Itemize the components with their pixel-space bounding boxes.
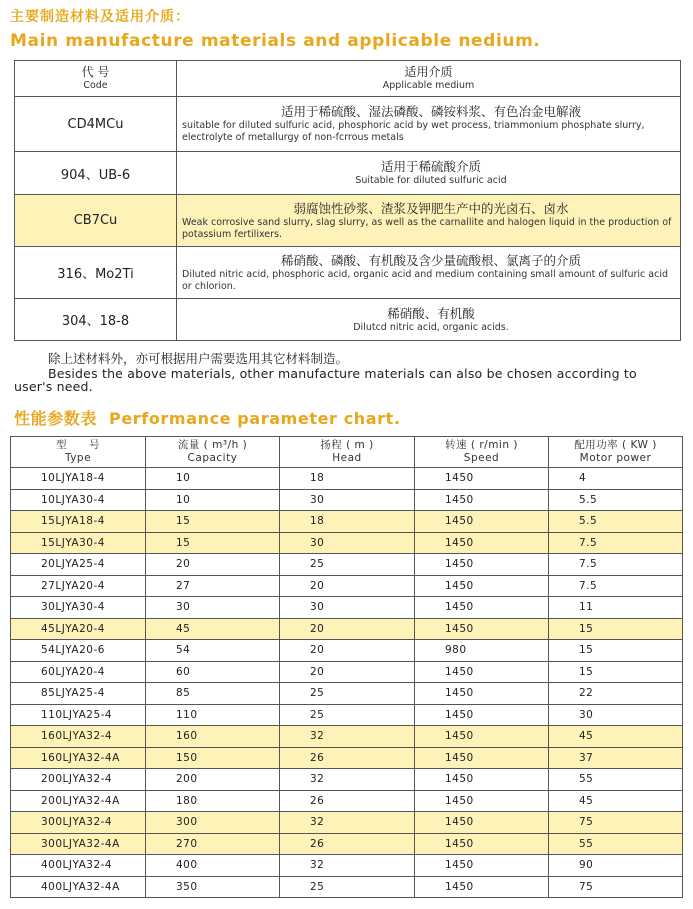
material-code: 904、UB-6 <box>15 152 177 195</box>
table-row <box>11 833 683 855</box>
capacity-cell: 20 <box>146 554 280 576</box>
power-cell: 15 <box>549 618 683 640</box>
head-cell: 26 <box>280 833 415 855</box>
performance-table <box>10 436 683 898</box>
type-cell: 60LJYA20-4 <box>11 661 146 683</box>
table-row <box>11 489 683 511</box>
power-cell: 15 <box>549 661 683 683</box>
speed-header-en: Speed <box>463 452 500 464</box>
capacity-cell: 10 <box>146 468 280 490</box>
power-cell: 7.5 <box>549 532 683 554</box>
power-cell: 22 <box>549 683 683 705</box>
capacity-cell: 300 <box>146 812 280 834</box>
medium-en: Suitable for diluted sulfuric acid <box>355 175 507 186</box>
performance-table-body <box>11 437 683 898</box>
head-cell: 25 <box>280 683 415 705</box>
head-cell: 20 <box>280 575 415 597</box>
table-row <box>11 640 683 662</box>
head-header <box>280 437 415 468</box>
type-cell: 160LJYA32-4A <box>11 747 146 769</box>
medium-zh: 稀硝酸、有机酸 <box>387 305 475 321</box>
note-en: Besides the above materials, other manufacture materials can also be chosen according to user's need. <box>14 366 637 394</box>
head-cell: 26 <box>280 747 415 769</box>
table-row <box>11 554 683 576</box>
material-row <box>15 247 681 299</box>
speed-cell: 1450 <box>415 554 549 576</box>
power-cell: 45 <box>549 726 683 748</box>
medium-zh: 适用于稀硫酸、湿法磷酸、磷铵料浆、有色冶金电解液 <box>280 104 581 119</box>
head-cell: 20 <box>280 640 415 662</box>
table-row <box>11 468 683 490</box>
type-cell: 27LJYA20-4 <box>11 575 146 597</box>
type-cell: 200LJYA32-4A <box>11 790 146 812</box>
power-header <box>549 437 683 468</box>
head-header-zh: 扬程 ( m ) <box>320 439 374 451</box>
speed-cell: 1450 <box>415 855 549 877</box>
materials-heading-en: Main manufacture materials and applicable nedium. <box>10 31 541 51</box>
capacity-cell: 400 <box>146 855 280 877</box>
medium-zh: 适用于稀硫酸介质 <box>380 159 481 174</box>
material-medium <box>177 97 681 152</box>
medium-en: Weak corrosive sand slurry, slag slurry, as well as the carnallite and halogen liquid in the production of potassium fertilixers. <box>182 216 672 240</box>
type-cell: 110LJYA25-4 <box>11 704 146 726</box>
table-row <box>11 704 683 726</box>
power-cell: 45 <box>549 790 683 812</box>
perf-heading <box>14 406 401 429</box>
speed-cell: 1450 <box>415 532 549 554</box>
speed-cell: 1450 <box>415 618 549 640</box>
materials-table <box>14 60 681 341</box>
material-row <box>15 97 681 152</box>
perf-header-row <box>11 437 683 468</box>
code-header-zh: 代 号 <box>81 65 110 79</box>
type-cell: 30LJYA30-4 <box>11 597 146 619</box>
table-row <box>11 812 683 834</box>
speed-cell: 980 <box>415 640 549 662</box>
type-cell: 300LJYA32-4A <box>11 833 146 855</box>
head-cell: 32 <box>280 855 415 877</box>
power-cell: 90 <box>549 855 683 877</box>
table-row <box>11 769 683 791</box>
head-cell: 30 <box>280 597 415 619</box>
code-header-en: Code <box>83 80 108 91</box>
material-code: CB7Cu <box>15 195 177 247</box>
capacity-cell: 10 <box>146 489 280 511</box>
power-cell: 7.5 <box>549 575 683 597</box>
head-header-en: Head <box>332 452 362 464</box>
type-cell: 45LJYA20-4 <box>11 618 146 640</box>
table-row <box>11 790 683 812</box>
capacity-cell: 350 <box>146 876 280 898</box>
type-cell: 400LJYA32-4A <box>11 876 146 898</box>
capacity-cell: 54 <box>146 640 280 662</box>
material-row <box>15 195 681 247</box>
head-cell: 18 <box>280 468 415 490</box>
head-cell: 25 <box>280 554 415 576</box>
type-header <box>11 437 146 468</box>
type-cell: 20LJYA25-4 <box>11 554 146 576</box>
head-cell: 25 <box>280 704 415 726</box>
capacity-header-en: Capacity <box>187 452 238 464</box>
speed-header-zh: 转速 ( r/min ) <box>445 439 518 451</box>
capacity-header-zh: 流量 ( m³/h ) <box>177 439 248 451</box>
table-row <box>11 661 683 683</box>
speed-cell: 1450 <box>415 597 549 619</box>
capacity-cell: 150 <box>146 747 280 769</box>
medium-en: suitable for diluted sulfuric acid, phosphoric acid by wet process, triammonium phosphate slurry, electrolyte of metallurgy of non-fcrrous metals <box>182 120 645 143</box>
power-cell: 7.5 <box>549 554 683 576</box>
code-header-cell <box>15 61 177 97</box>
type-cell: 15LJYA18-4 <box>11 511 146 533</box>
power-cell: 75 <box>549 876 683 898</box>
material-medium <box>177 247 681 299</box>
power-cell: 30 <box>549 704 683 726</box>
speed-cell: 1450 <box>415 704 549 726</box>
power-cell: 4 <box>549 468 683 490</box>
power-cell: 37 <box>549 747 683 769</box>
capacity-cell: 45 <box>146 618 280 640</box>
speed-cell: 1450 <box>415 489 549 511</box>
table-row <box>11 575 683 597</box>
speed-cell: 1450 <box>415 468 549 490</box>
speed-cell: 1450 <box>415 812 549 834</box>
speed-cell: 1450 <box>415 876 549 898</box>
head-cell: 18 <box>280 511 415 533</box>
perf-heading-zh: 性能参数表 <box>14 409 98 428</box>
speed-cell: 1450 <box>415 833 549 855</box>
power-cell: 75 <box>549 812 683 834</box>
medium-header-zh: 适用介质 <box>404 65 453 79</box>
perf-heading-en: Performance parameter chart. <box>109 409 401 428</box>
material-code: CD4MCu <box>15 97 177 152</box>
type-cell: 15LJYA30-4 <box>11 532 146 554</box>
table-row <box>11 511 683 533</box>
head-cell: 32 <box>280 726 415 748</box>
capacity-cell: 30 <box>146 597 280 619</box>
type-cell: 300LJYA32-4 <box>11 812 146 834</box>
material-medium <box>177 299 681 341</box>
table-row <box>11 747 683 769</box>
power-cell: 15 <box>549 640 683 662</box>
speed-header <box>415 437 549 468</box>
material-code: 304、18-8 <box>15 299 177 341</box>
note-zh: 除上述材料外，亦可根据用户需要选用其它材料制造。 <box>48 351 349 366</box>
capacity-cell: 180 <box>146 790 280 812</box>
type-cell: 10LJYA18-4 <box>11 468 146 490</box>
type-header-en: Type <box>64 452 92 464</box>
capacity-cell: 160 <box>146 726 280 748</box>
table-row <box>11 726 683 748</box>
capacity-header <box>146 437 280 468</box>
capacity-cell: 15 <box>146 511 280 533</box>
type-cell: 54LJYA20-6 <box>11 640 146 662</box>
head-cell: 20 <box>280 661 415 683</box>
medium-en: Dilutcd nitric acid, organic acids. <box>353 321 509 333</box>
head-cell: 26 <box>280 790 415 812</box>
table-row <box>11 855 683 877</box>
head-cell: 32 <box>280 812 415 834</box>
type-header-zh: 型 号 <box>56 439 100 451</box>
power-cell: 55 <box>549 833 683 855</box>
type-cell: 200LJYA32-4 <box>11 769 146 791</box>
head-cell: 25 <box>280 876 415 898</box>
type-cell: 400LJYA32-4 <box>11 855 146 877</box>
type-cell: 85LJYA25-4 <box>11 683 146 705</box>
materials-heading-zh: 主要制造材料及适用介质： <box>10 9 190 25</box>
capacity-cell: 200 <box>146 769 280 791</box>
type-cell: 160LJYA32-4 <box>11 726 146 748</box>
speed-cell: 1450 <box>415 726 549 748</box>
material-row <box>15 299 681 341</box>
speed-cell: 1450 <box>415 769 549 791</box>
medium-zh: 弱腐蚀性砂浆、渣浆及钾肥生产中的光卤石、卤水 <box>293 200 569 216</box>
capacity-cell: 27 <box>146 575 280 597</box>
speed-cell: 1450 <box>415 575 549 597</box>
speed-cell: 1450 <box>415 683 549 705</box>
speed-cell: 1450 <box>415 790 549 812</box>
table-row <box>11 532 683 554</box>
power-cell: 5.5 <box>549 489 683 511</box>
medium-header-cell <box>177 61 681 97</box>
medium-en: Diluted nitric acid, phosphoric acid, organic acid and medium containing small amount of sulfuric acid or chlorion. <box>182 268 669 292</box>
capacity-cell: 270 <box>146 833 280 855</box>
material-row <box>15 152 681 195</box>
medium-header-en: Applicable medium <box>382 80 475 91</box>
material-code: 316、Mo2Ti <box>15 247 177 299</box>
capacity-cell: 85 <box>146 683 280 705</box>
table-row <box>11 618 683 640</box>
table-row <box>11 683 683 705</box>
table-row <box>11 597 683 619</box>
material-medium <box>177 195 681 247</box>
power-cell: 11 <box>549 597 683 619</box>
speed-cell: 1450 <box>415 511 549 533</box>
head-cell: 30 <box>280 489 415 511</box>
capacity-cell: 60 <box>146 661 280 683</box>
power-cell: 5.5 <box>549 511 683 533</box>
head-cell: 32 <box>280 769 415 791</box>
speed-cell: 1450 <box>415 661 549 683</box>
materials-header-row <box>15 61 681 97</box>
table-row <box>11 876 683 898</box>
power-cell: 55 <box>549 769 683 791</box>
medium-zh: 稀硝酸、磷酸、有机酸及含少量硫酸根、氯离子的介质 <box>280 252 581 268</box>
power-header-zh: 配用功率 ( KW ) <box>574 439 657 451</box>
head-cell: 30 <box>280 532 415 554</box>
speed-cell: 1450 <box>415 747 549 769</box>
power-header-en: Motor power <box>579 452 652 464</box>
capacity-cell: 15 <box>146 532 280 554</box>
material-medium <box>177 152 681 195</box>
capacity-cell: 110 <box>146 704 280 726</box>
head-cell: 20 <box>280 618 415 640</box>
type-cell: 10LJYA30-4 <box>11 489 146 511</box>
